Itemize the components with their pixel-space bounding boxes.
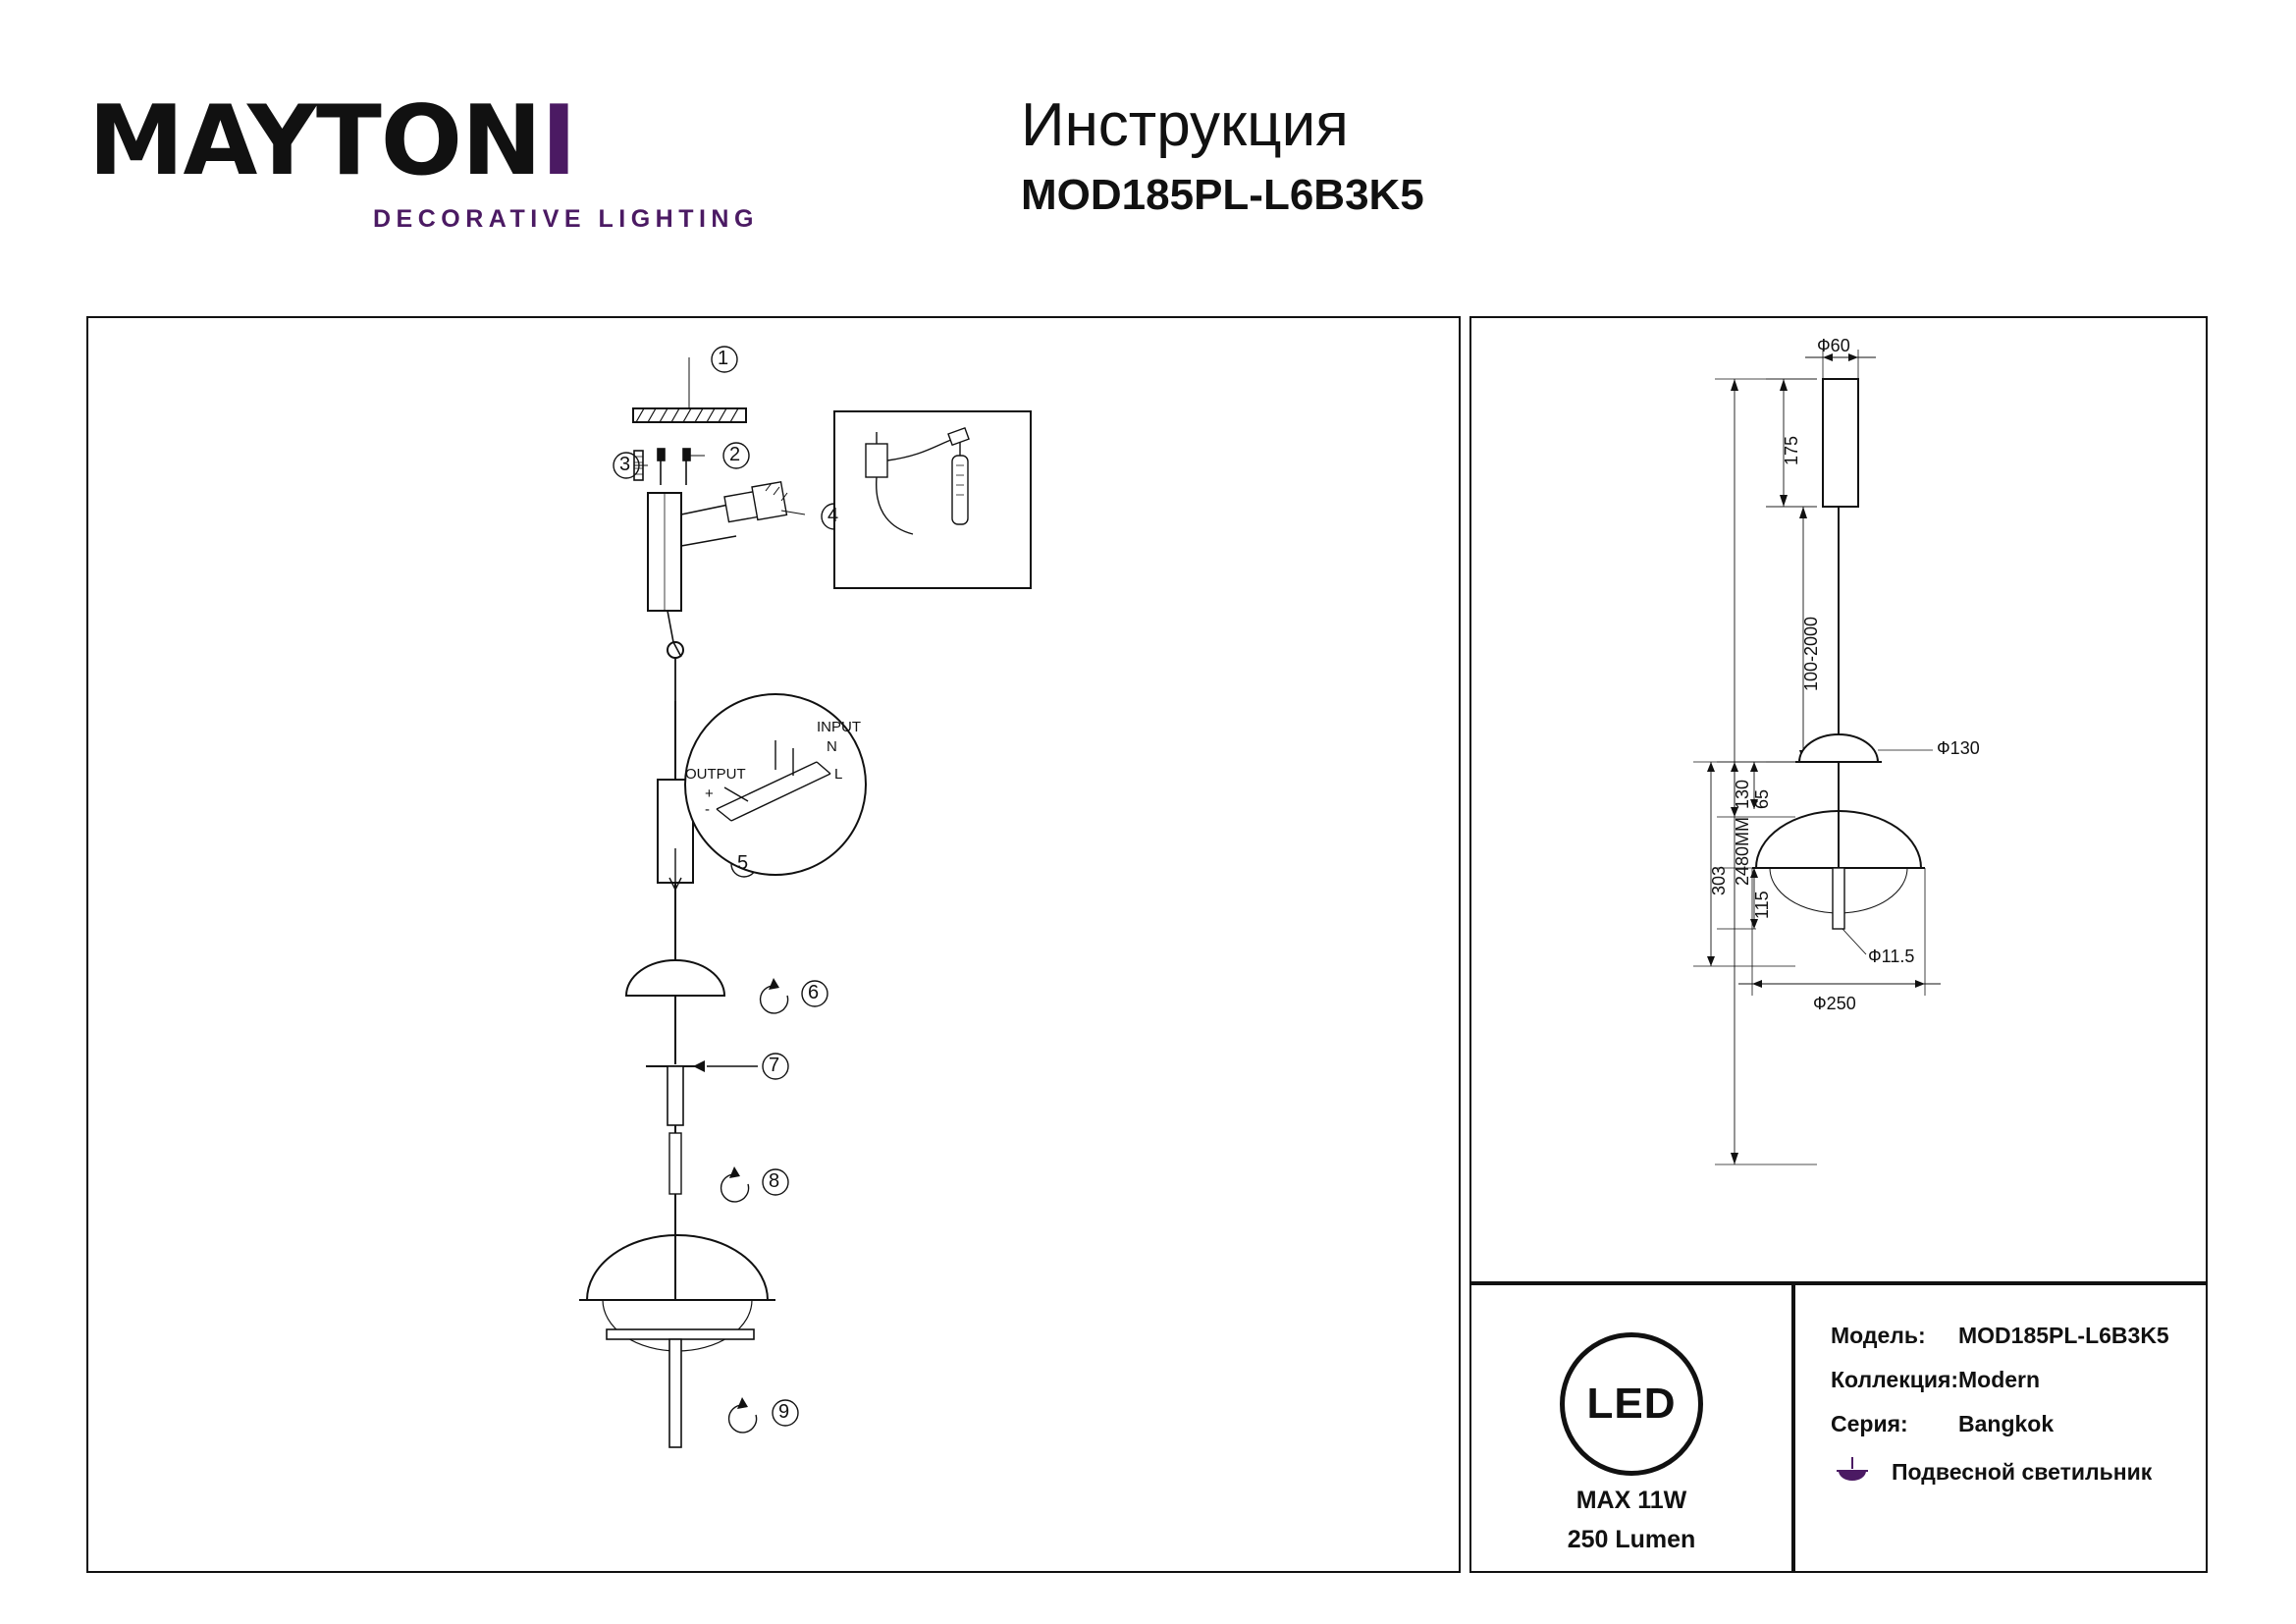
assembly-diagram-panel xyxy=(86,316,1461,1573)
spec-row-series xyxy=(1831,1411,2169,1437)
dim-cable-range: 100-2000 xyxy=(1801,616,1821,691)
assembly-drawing xyxy=(88,318,1459,1571)
spec-row-type xyxy=(1831,1455,2169,1489)
led-power: MAX 11W xyxy=(1575,1487,1687,1514)
callout-6: 6 xyxy=(808,982,820,1003)
spec-collection-value: Modern xyxy=(1958,1367,2041,1392)
spec-series-value: Bangkok xyxy=(1958,1411,2055,1436)
dim-bottom-diameter: Ф250 xyxy=(1813,994,1856,1013)
dimension-drawing xyxy=(1471,318,2206,1281)
spec-row-collection xyxy=(1831,1367,2169,1393)
led-label: LED xyxy=(1586,1380,1677,1428)
wiring-output-label: OUTPUT xyxy=(685,766,746,783)
document-model-code: MOD185PL-L6B3K5 xyxy=(1021,171,1424,220)
spec-collection-label: Коллекция: xyxy=(1831,1367,1959,1392)
callout-7: 7 xyxy=(769,1055,780,1076)
pendant-lamp-icon xyxy=(1831,1455,1874,1489)
dim-shade-top-height: 130 xyxy=(1733,779,1752,809)
spec-model-label: Модель: xyxy=(1831,1323,1926,1348)
dim-shade-top-diameter: Ф130 xyxy=(1937,738,1980,758)
led-icon xyxy=(1560,1332,1703,1476)
page-header xyxy=(88,85,2209,270)
wiring-input-label: INPUT xyxy=(817,719,861,735)
dim-total-height: 2480MM xyxy=(1733,816,1752,886)
callout-5: 5 xyxy=(737,852,749,874)
page-title: Инструкция xyxy=(1021,91,1349,159)
brand-tagline: DECORATIVE LIGHTING xyxy=(373,205,759,233)
brand-logo-main: MAYTON xyxy=(88,85,542,197)
callout-9: 9 xyxy=(778,1401,790,1423)
led-lumen: 250 Lumen xyxy=(1567,1526,1696,1553)
spec-series-label: Серия: xyxy=(1831,1411,1908,1436)
callout-1: 1 xyxy=(718,348,729,369)
dim-assembly-height: 303 xyxy=(1709,865,1729,895)
brand-logo-text xyxy=(88,85,717,197)
wiring-output-plus-label: + xyxy=(705,785,714,802)
dim-shade-inner-height: 65 xyxy=(1752,788,1772,809)
dim-lower-height: 115 xyxy=(1752,891,1772,919)
product-spec-panel xyxy=(1793,1283,2208,1573)
document-title-block xyxy=(1021,93,1424,220)
callout-3: 3 xyxy=(619,454,631,475)
wiring-output-minus-label: - xyxy=(705,801,710,818)
dim-canopy-height: 175 xyxy=(1782,435,1801,465)
dim-rod-diameter: Ф11.5 xyxy=(1868,947,1915,966)
callout-2: 2 xyxy=(729,444,741,465)
brand-logo xyxy=(88,85,759,234)
callout-4: 4 xyxy=(828,505,839,526)
wiring-input-l-label: L xyxy=(834,766,843,783)
brand-logo-i: I xyxy=(541,85,576,197)
wiring-input-n-label: N xyxy=(827,738,837,755)
dimension-drawing-panel xyxy=(1469,316,2208,1283)
spec-type-value: Подвесной светильник xyxy=(1892,1458,2153,1485)
dim-top-diameter: Ф60 xyxy=(1817,336,1850,355)
callout-8: 8 xyxy=(769,1170,780,1192)
product-spec-list xyxy=(1831,1323,2169,1489)
spec-row-model xyxy=(1831,1323,2169,1349)
spec-model-value: MOD185PL-L6B3K5 xyxy=(1958,1323,2169,1348)
led-badge-panel xyxy=(1469,1283,1793,1573)
